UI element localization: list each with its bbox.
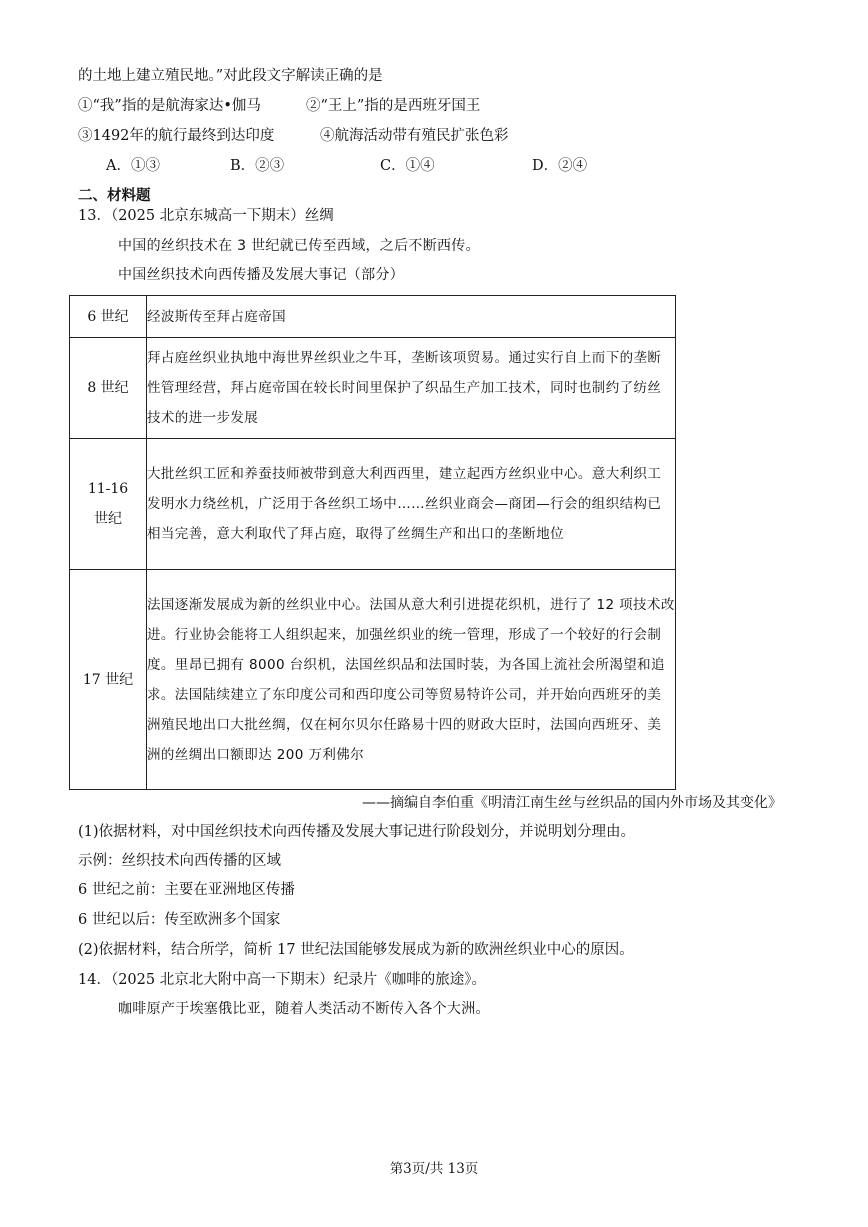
events-table: [69, 295, 676, 790]
q12-option-d: D．②④: [532, 158, 588, 174]
period-cell: 6 世纪: [70, 296, 147, 338]
q12-statement-3: ③1492年的航行最终到达印度: [78, 128, 275, 144]
table-row: [70, 439, 676, 570]
q12-option-b: B．②③: [230, 158, 285, 174]
q13-sub-question-2: (2)依据材料，结合所学，简析 17 世纪法国能够发展成为新的欧洲丝织业中心的原因。: [78, 942, 634, 958]
q13-title: 13．（2025 北京东城高一下期末）丝绸: [78, 208, 334, 224]
period-cell: 11-16 世纪: [70, 439, 147, 570]
q12-option-c: C．①④: [380, 158, 435, 174]
page-footer: 第3页/共 13页: [389, 1161, 479, 1177]
table-row: [70, 296, 676, 338]
period-cell: 8 世纪: [70, 338, 147, 439]
q12-statement-2: ②“王上”指的是西班牙国王: [306, 98, 481, 114]
q12-option-a: A．①③: [106, 158, 160, 174]
q13-sub-question-1: (1)依据材料，对中国丝织技术向西传播及发展大事记进行阶段划分，并说明划分理由。: [78, 824, 636, 840]
description-cell: 拜占庭丝织业执地中海世界丝织业之牛耳，垄断该项贸易。通过实行自上而下的垄断性管理经营，拜占庭帝国在较长时间里保护了织品生产加工技术，同时也制约了纺丝技术的进一步发展: [147, 338, 676, 439]
q13-intro: 中国的丝织技术在 3 世纪就已传至西域，之后不断西传。: [118, 238, 480, 254]
q12-statement-4: ④航海活动带有殖民扩张色彩: [320, 128, 509, 144]
q14-title: 14．（2025 北京北大附中高一下期末）纪录片《咖啡的旅途》。: [78, 972, 486, 988]
section-heading: 二、材料题: [78, 188, 151, 204]
table-row: [70, 338, 676, 439]
q13-table-title: 中国丝织技术向西传播及发展大事记（部分）: [118, 267, 404, 283]
q14-intro: 咖啡原产于埃塞俄比亚，随着人类活动不断传入各个大洲。: [118, 1001, 490, 1017]
description-cell: 大批丝织工匠和养蚕技师被带到意大利西西里，建立起西方丝织业中心。意大利织工发明水力绕丝机，广泛用于各丝织工场中……丝织业商会—商团—行会的组织结构已相当完善，意大利取代了拜占庭，取得了丝绸生产和出口的垄断地位: [147, 439, 676, 570]
description-cell: 法国逐渐发展成为新的丝织业中心。法国从意大利引进提花织机，进行了 12 项技术改进。行业协会能将工人组织起来，加强丝织业的统一管理，形成了一个较好的行会制度。里昂已拥有 8000 台织机，法国丝织品和法国时装，为各国上流社会所渴望和追求。法国陆续建立了东印度公司和西印度公司等贸易特许公司，并开始向西班牙的美洲殖民地出口大批丝绸，仅在柯尔贝尔任路易十四的财政大臣时，法国向西班牙、美洲的丝绸出口额即达 200 万利佛尔: [147, 570, 676, 790]
period-cell: 17 世纪: [70, 570, 147, 790]
example-label: 示例：丝织技术向西传播的区域: [78, 853, 281, 869]
example-after: 6 世纪以后：传至欧洲多个国家: [78, 912, 281, 928]
q12-statement-1: ①“我”指的是航海家达•伽马: [78, 98, 261, 114]
table-row: [70, 570, 676, 790]
example-before: 6 世纪之前：主要在亚洲地区传播: [78, 882, 295, 898]
description-cell: 经波斯传至拜占庭帝国: [147, 296, 676, 338]
q12-stem-tail: 的土地上建立殖民地。”对此段文字解读正确的是: [78, 68, 383, 84]
source-citation: ——摘编自李伯重《明清江南生丝与丝织品的国内外市场及其变化》: [362, 795, 782, 811]
